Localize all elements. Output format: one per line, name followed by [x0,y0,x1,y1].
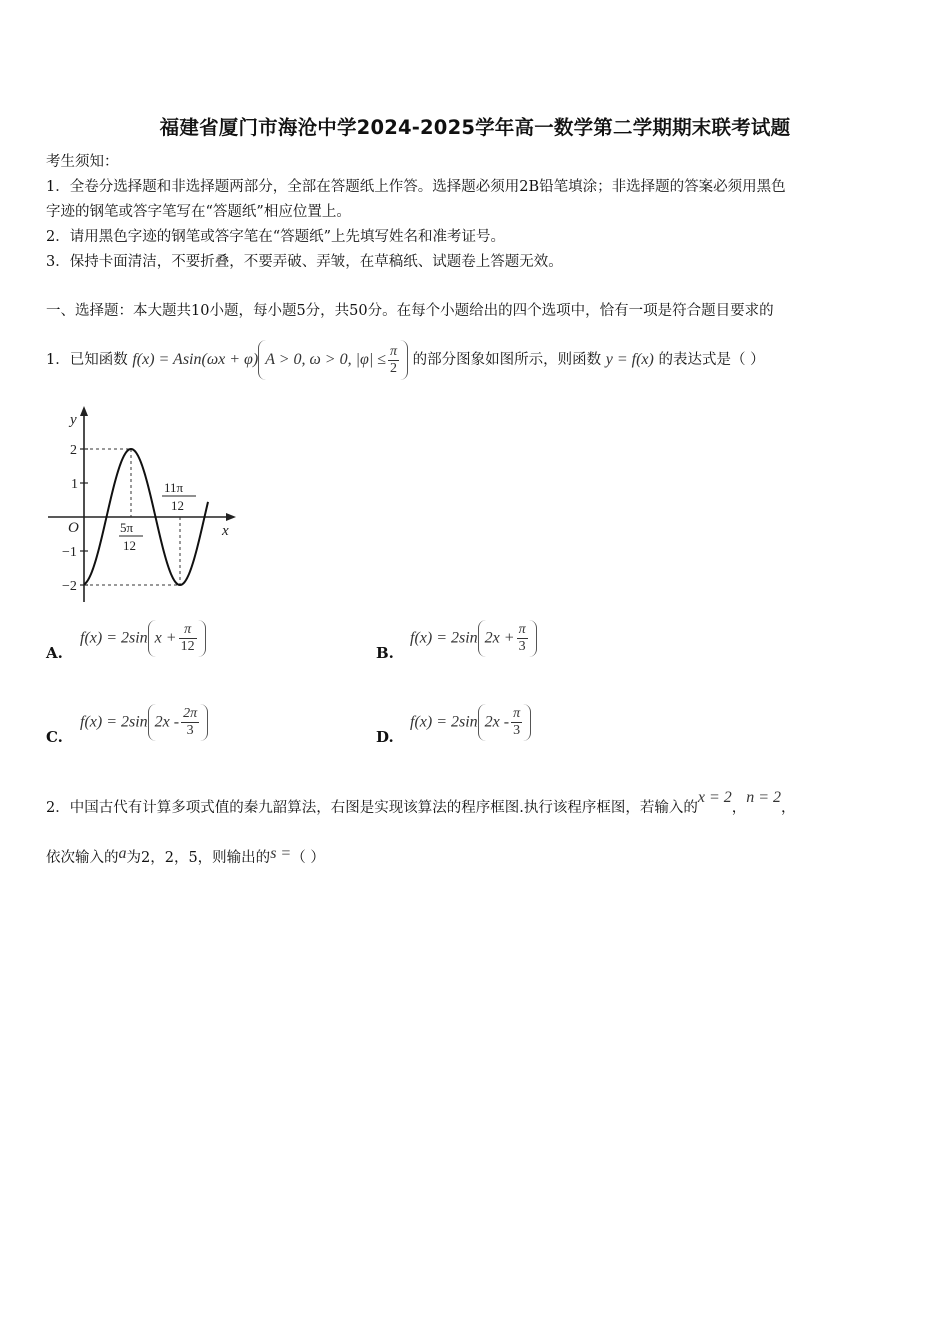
question-2-s-variable: s = [270,845,292,862]
x-axis-label: x [222,523,229,539]
sine-graph-figure [40,404,250,614]
option-d-label: D. [376,728,394,746]
option-c-numerator: 2π [183,706,198,721]
y-tick-label-neg-2: −2 [62,579,77,594]
option-a-formula [80,620,206,657]
question-2-line-2 [46,845,325,868]
x-axis-arrow-icon [226,513,236,521]
question-1-conditions [258,340,408,380]
option-a-label: A. [46,644,63,662]
option-a-denominator: 12 [180,639,195,654]
question-2-a-variable: a [118,845,127,862]
option-b-inner: 2x + [484,629,515,647]
option-c-denominator: 3 [186,723,194,738]
question-2-text-1: 2．中国古代有计算多项式值的秦九韶算法，右图是实现该算法的程序框图.执行该程序框图，若输入的 [46,800,698,816]
question-1-function: f(x) = Asin(ωx + φ) [132,351,259,368]
question-2-x-value: x = 2 [697,789,732,806]
option-d-fraction [511,706,522,739]
question-2-line-1 [46,789,796,818]
y-tick-label-2: 2 [70,443,77,458]
option-b-label: B. [376,644,394,662]
notice-item-1-line-1: 1．全卷分选择题和非选择题两部分，全部在答题纸上作答。选择题必须用2B铅笔填涂；非选择题的答案必须用黑色 [46,179,786,195]
option-a-pre: f(x) = 2sin [80,629,148,647]
option-d-numerator: π [513,706,521,721]
option-c-paren [148,704,208,741]
option-c-formula [80,704,208,741]
option-b-denominator: 3 [518,639,526,654]
question-2-text-3: 为2，2，5，则输出的 [126,850,271,866]
option-a-paren [148,620,206,657]
phi-bound-numerator: π [390,343,398,359]
option-d-denominator: 3 [513,723,521,738]
y-axis-arrow-icon [80,406,88,416]
question-1-condition-text: A > 0, ω > 0, |φ| ≤ [265,351,387,368]
option-d-formula [410,704,531,741]
question-2-n-value: n = 2 [746,789,782,806]
option-d-inner: 2x - [484,713,510,731]
option-c-inner: 2x - [154,713,180,731]
origin-label: O [68,520,79,536]
page-title: 福建省厦门市海沧中学2024-2025学年高一数学第二学期期末联考试题 [159,116,791,139]
y-tick-label-1: 1 [71,477,78,492]
option-b-numerator: π [518,622,526,637]
option-c-fraction [181,706,199,739]
option-a-fraction [179,622,197,655]
option-a-inner: x + [154,629,177,647]
notice-item-2: 2．请用黑色字迹的钢笔或答字笔在“答题纸”上先填写姓名和准考证号。 [46,229,506,245]
five-pi-denominator: 12 [123,538,136,553]
question-2-text-2: 依次输入的 [46,850,119,866]
y-axis-label: y [70,412,77,428]
question-2-suffix: （ ） [291,850,325,866]
phi-bound-denominator: 2 [390,360,398,376]
eleven-pi-denominator: 12 [171,498,184,513]
section-1-heading: 一、选择题：本大题共10小题，每小题5分，共50分。在每个小题给出的四个选项中，恰有一项是符合题目要求的 [46,303,774,319]
option-c-pre: f(x) = 2sin [80,713,148,731]
question-1-middle: 的部分图象如图所示，则函数 [412,352,602,368]
question-1-yfx: y = f(x) [605,351,654,368]
option-b-formula [410,620,537,657]
question-2-comma-2: ， [781,800,796,816]
option-d-pre: f(x) = 2sin [410,713,478,731]
notice-item-1-line-2: 字迹的钢笔或答字笔写在“答题纸”相应位置上。 [46,204,351,220]
option-b-fraction [517,622,528,655]
question-1-suffix: 的表达式是（ ） [658,352,765,368]
option-b-paren [478,620,537,657]
phi-bound-fraction [388,344,399,377]
five-pi-numerator: 5π [120,520,134,535]
y-tick-label-neg-1: −1 [62,545,77,560]
option-d-paren [478,704,531,741]
notice-heading: 考生须知： [46,154,119,170]
question-1-prefix: 1．已知函数 [46,352,128,368]
option-a-numerator: π [179,622,197,639]
eleven-pi-numerator: 11π [164,480,184,495]
option-b-pre: f(x) = 2sin [410,629,478,647]
question-1-stem [46,340,765,380]
notice-item-3: 3．保持卡面清洁，不要折叠，不要弄破、弄皱，在草稿纸、试题卷上答题无效。 [46,254,563,270]
option-c-label: C. [46,728,63,746]
question-2-comma-1: ， [731,800,747,816]
